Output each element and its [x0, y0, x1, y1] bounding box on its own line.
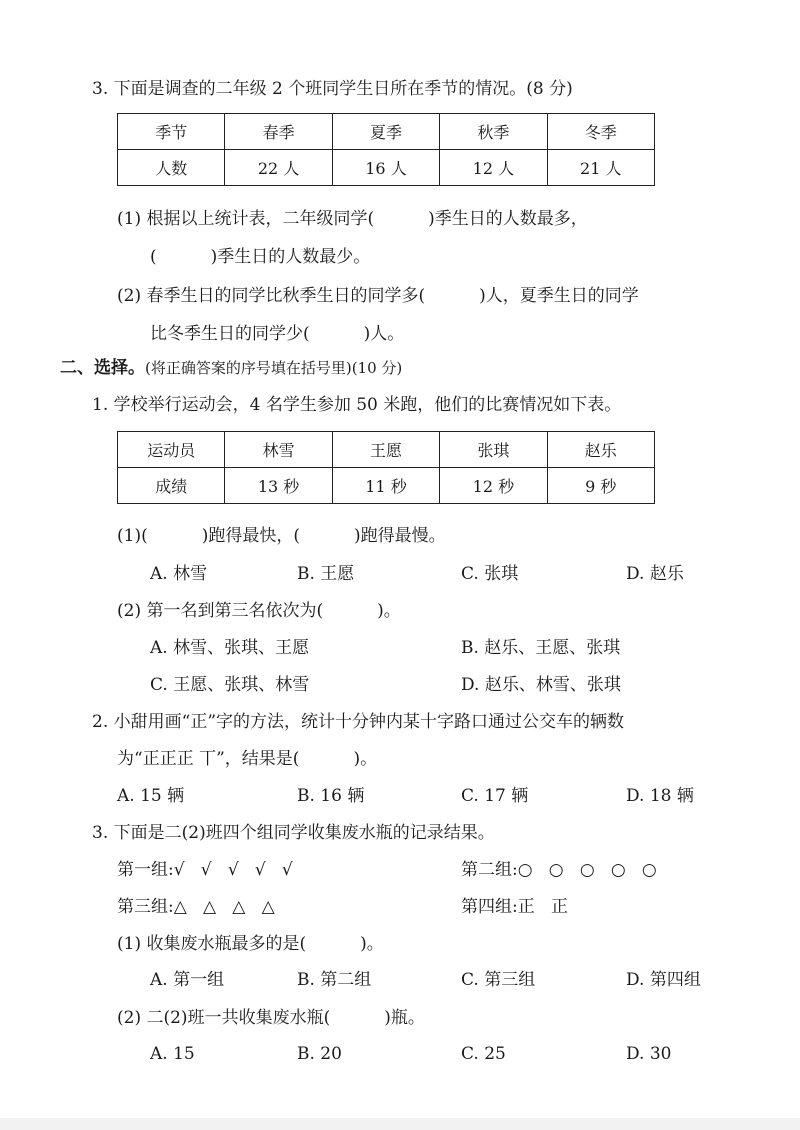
race-data-cell: 12 秒 [440, 468, 547, 504]
q2-option-b: B. 16 辆 [297, 786, 365, 806]
group1-marks: √ √ √ √ √ [173, 860, 293, 880]
q3-season-sub2-line2: 比冬季生日的同学少( )人。 [150, 324, 405, 344]
group4-label: 第四组: [461, 897, 518, 917]
q3-season-stem: 3. 下面是调查的二年级 2 个班同学生日所在季节的情况。(8 分) [92, 79, 573, 99]
q1-sub1-option-a: A. 林雪 [150, 564, 208, 584]
race-header-cell: 林雪 [225, 432, 332, 468]
q3-bottles-sub1: (1) 收集废水瓶最多的是( )。 [117, 934, 384, 954]
group4-record [461, 896, 568, 918]
section2-title: 二、选择。 [60, 358, 145, 378]
q2-option-a: A. 15 辆 [117, 786, 185, 806]
q1-race-sub2: (2) 第一名到第三名依次为( )。 [117, 601, 401, 621]
race-table-data-row [118, 468, 655, 504]
q3-sub1-option-c: C. 第三组 [461, 970, 536, 990]
q3-sub1-option-a: A. 第一组 [150, 970, 225, 990]
group2-marks: ○ ○ ○ ○ ○ [517, 860, 657, 880]
q3-bottles-sub2: (2) 二(2)班一共收集废水瓶( )瓶。 [117, 1008, 425, 1028]
q3-bottles-stem: 3. 下面是二(2)班四个组同学收集废水瓶的记录结果。 [92, 823, 495, 843]
group1-record [117, 859, 293, 881]
season-table [117, 113, 655, 186]
race-data-cell: 13 秒 [225, 468, 332, 504]
q1-race-stem: 1. 学校举行运动会，4 名学生参加 50 米跑，他们的比赛情况如下表。 [92, 395, 622, 415]
group3-marks: △ △ △ △ [173, 897, 275, 917]
q1-sub2-option-c: C. 王愿、张琪、林雪 [150, 675, 310, 695]
season-header-cell: 冬季 [547, 114, 654, 150]
q1-race-sub1: (1)( )跑得最快，( )跑得最慢。 [117, 526, 446, 546]
q2-option-c: C. 17 辆 [461, 786, 529, 806]
season-data-cell: 12 人 [440, 150, 547, 186]
season-data-cell: 22 人 [225, 150, 332, 186]
season-table-data-row [118, 150, 655, 186]
group3-record [117, 896, 275, 918]
q3-season-sub2-line1: (2) 春季生日的同学比秋季生日的同学多( )人，夏季生日的同学 [117, 286, 639, 306]
q3-season-sub1-line2: ( )季生日的人数最少。 [150, 247, 371, 267]
section2-heading [60, 357, 402, 379]
q1-sub2-option-b: B. 赵乐、王愿、张琪 [461, 638, 621, 658]
race-header-cell: 王愿 [332, 432, 439, 468]
q3-sub2-option-a: A. 15 [150, 1044, 195, 1064]
race-header-cell: 运动员 [118, 432, 225, 468]
q1-sub2-option-d: D. 赵乐、林雪、张琪 [461, 675, 621, 695]
race-header-cell: 赵乐 [547, 432, 654, 468]
group4-marks: 正 正 [517, 897, 568, 917]
q3-sub1-option-b: B. 第二组 [297, 970, 372, 990]
race-table [117, 431, 655, 504]
q1-sub1-option-c: C. 张琪 [461, 564, 519, 584]
race-data-cell: 11 秒 [332, 468, 439, 504]
season-data-cell: 21 人 [547, 150, 654, 186]
race-data-cell: 9 秒 [547, 468, 654, 504]
group3-label: 第三组: [117, 897, 174, 917]
group2-label: 第二组: [461, 860, 518, 880]
q2-bus-stem-line1: 2. 小甜用画“正”字的方法，统计十分钟内某十字路口通过公交车的辆数 [92, 712, 625, 732]
q2-option-d: D. 18 辆 [626, 786, 694, 806]
season-table-header-row [118, 114, 655, 150]
group2-record [461, 859, 657, 881]
season-header-cell: 秋季 [440, 114, 547, 150]
section2-instruction: (将正确答案的序号填在括号里)(10 分) [145, 359, 403, 377]
q3-sub1-option-d: D. 第四组 [626, 970, 701, 990]
q3-sub2-option-d: D. 30 [626, 1044, 672, 1064]
season-header-cell: 春季 [225, 114, 332, 150]
q3-season-sub1-line1: (1) 根据以上统计表，二年级同学( )季生日的人数最多， [117, 209, 588, 229]
q1-sub2-option-a: A. 林雪、张琪、王愿 [150, 638, 310, 658]
q3-sub2-option-c: C. 25 [461, 1044, 506, 1064]
q3-sub2-option-b: B. 20 [297, 1044, 342, 1064]
season-header-cell: 季节 [118, 114, 225, 150]
race-data-cell: 成绩 [118, 468, 225, 504]
race-header-cell: 张琪 [440, 432, 547, 468]
race-table-header-row [118, 432, 655, 468]
season-header-cell: 夏季 [332, 114, 439, 150]
group1-label: 第一组: [117, 860, 174, 880]
q1-sub1-option-d: D. 赵乐 [626, 564, 684, 584]
q2-bus-stem-line2: 为“正正正 丅”，结果是( )。 [117, 749, 378, 769]
q1-sub1-option-b: B. 王愿 [297, 564, 355, 584]
season-data-cell: 16 人 [332, 150, 439, 186]
page-bottom-edge [0, 1118, 800, 1130]
season-data-cell: 人数 [118, 150, 225, 186]
